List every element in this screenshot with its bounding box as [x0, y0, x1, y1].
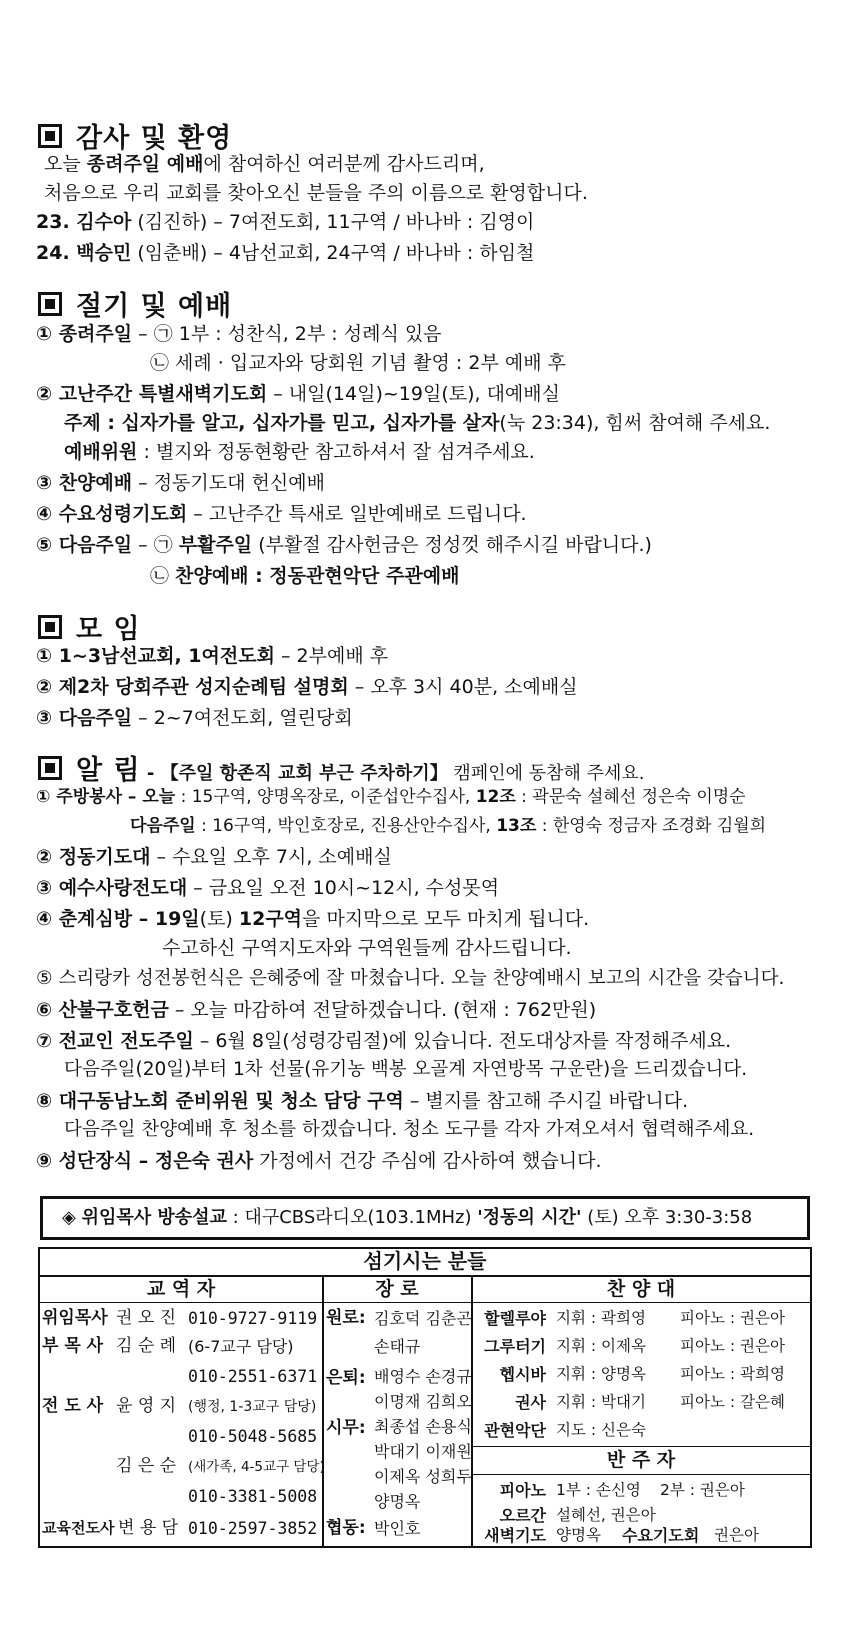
worship-item-1: ① 종려주일 – ㉠ 1부 : 성찬식, 2부 : 성례식 있음: [36, 323, 442, 345]
elders-retired-1: 배영수 손경규: [374, 1367, 472, 1386]
notice-item-2: ② 정동기도대 – 수요일 오후 7시, 소예배실: [36, 846, 392, 868]
thanks-line-2: 처음으로 우리 교회를 찾아오신 분들을 주의 이름으로 환영합니다.: [44, 182, 588, 204]
staff-role-education: 교육전도사: [42, 1519, 115, 1537]
notice-item-6: ⑥ 산불구호헌금 – 오늘 마감하여 전달하겠습니다. (현재 : 762만원): [36, 999, 597, 1021]
staff-role-senior: 위임목사: [42, 1308, 108, 1328]
notice-item-4: ④ 춘계심방 – 19일(토) 12구역을 마지막으로 모두 마치게 됩니다.: [36, 908, 590, 930]
header-choir: 찬 양 대: [606, 1278, 676, 1300]
worship-item-5-sub: ㉡ 찬양예배 : 정동관현악단 주관예배: [150, 565, 460, 587]
worship-item-2: ② 고난주간 특별새벽기도회 – 내일(14일)~19일(토), 대예배실: [36, 383, 560, 405]
elders-emeritus-label: 원로:: [326, 1308, 366, 1328]
staff-phone-evangelist-1: 010-5048-5685: [188, 1427, 318, 1446]
elders-active-label: 시무:: [326, 1418, 366, 1438]
choir-piano-3: 피아노 : 곽희영: [680, 1365, 785, 1383]
elders-active-2: 박대기 이재원: [374, 1442, 472, 1461]
choir-piano-4: 피아노 : 갈은혜: [680, 1393, 785, 1411]
notice-item-1-next: 다음주일 : 16구역, 박인호장로, 진용산안수집사, 13조 : 한영숙 정금자 조경화 김월희: [130, 816, 767, 836]
accomp-divider-top: [471, 1446, 812, 1447]
notice-item-5: ⑤ 스리랑카 성전봉헌식은 은혜중에 잘 마쳤습니다. 오늘 찬양예배시 보고의 시간을 갖습니다.: [36, 968, 785, 989]
notice-item-8-sub: 다음주일 찬양예배 후 청소를 하겠습니다. 청소 도구를 각자 가져오셔서 협력해주세요.: [64, 1119, 755, 1140]
elders-retired-2: 이명재 김희오: [374, 1392, 472, 1411]
accomp-organ-1: 설혜선, 권은아: [556, 1506, 656, 1524]
meeting-item-3: ③ 다음주일 – 2~7여전도회, 열린당회: [36, 707, 353, 729]
staff-phone-education: 010-2597-3852: [188, 1519, 318, 1538]
meeting-item-2: ② 제2차 당회주관 성지순례팀 설명회 – 오후 3시 40분, 소예배실: [36, 676, 578, 698]
choir-cond-5: 지도 : 신은숙: [556, 1421, 646, 1439]
header-accompanists: 반 주 자: [606, 1449, 676, 1471]
notice-item-4-sub: 수고하신 구역지도자와 구역원들께 감사드립니다.: [162, 937, 572, 959]
notice-item-9: ⑨ 성단장식 – 정은숙 권사 가정에서 건강 주심에 감사하여 했습니다.: [36, 1150, 602, 1172]
staff-name-evangelist-2: 김 은 순: [116, 1456, 177, 1476]
accomp-wednesday-label: 수요기도회: [622, 1526, 700, 1545]
section-heading-worship: 절기 및 예배: [38, 284, 232, 323]
header-elders: 장 로: [375, 1278, 419, 1300]
staff-phone-senior: 010-9727-9119: [188, 1309, 318, 1328]
staff-phone-evangelist-2: 010-3381-5008: [188, 1487, 318, 1506]
square-bullet-icon: [38, 615, 62, 639]
staff-name-associate: 김 순 례: [116, 1336, 177, 1356]
table-title: 섬기시는 분들: [363, 1249, 487, 1273]
column-divider-1: [322, 1275, 324, 1548]
choir-piano-1: 피아노 : 권은아: [680, 1309, 785, 1327]
thanks-line-1: 오늘 종려주일 예배에 참여하신 여러분께 감사드리며,: [44, 153, 485, 175]
staff-note-evangelist-2: (새가족, 4-5교구 담당): [188, 1459, 325, 1475]
staff-role-associate: 부 목 사: [42, 1336, 104, 1356]
choir-name-2: 그루터기: [484, 1337, 546, 1356]
worship-item-2-theme: 주제 : 십자가를 알고, 십자가를 믿고, 십자가를 살자(눅 23:34), 힘써 참여해 주세요.: [64, 412, 771, 434]
choir-cond-2: 지휘 : 이제옥: [556, 1337, 646, 1355]
choir-name-3: 헵시바: [499, 1365, 546, 1384]
worship-item-3: ③ 찬양예배 – 정동기도대 헌신예배: [36, 472, 325, 494]
choir-name-4: 권사: [515, 1393, 546, 1412]
choir-cond-1: 지휘 : 곽희영: [556, 1309, 646, 1327]
worship-item-2-committee: 예배위원 : 별지와 정동현황란 참고하셔서 잘 섬겨주세요.: [64, 441, 535, 463]
accomp-dawn-1: 양명옥: [556, 1526, 601, 1544]
staff-phone-associate: 010-2551-6371: [188, 1367, 318, 1386]
square-bullet-icon: [38, 756, 62, 780]
elders-cooperating-label: 협동:: [326, 1518, 366, 1538]
header-divider: [38, 1302, 812, 1303]
notice-item-3: ③ 예수사랑전도대 – 금요일 오전 10시~12시, 수성못역: [36, 877, 500, 899]
elders-active-1: 최종섭 손용식: [374, 1417, 472, 1436]
notice-item-8: ⑧ 대구동남노회 준비위원 및 청소 담당 구역 – 별지를 참고해 주시길 바랍니다.: [36, 1090, 689, 1112]
newcomer-23: 23. 김수아 (김진하) – 7여전도회, 11구역 / 바나바 : 김영이: [36, 211, 535, 233]
elders-cooperating-1: 박인호: [374, 1519, 421, 1538]
staff-name-senior: 권 오 진: [116, 1308, 177, 1328]
choir-cond-4: 지휘 : 박대기: [556, 1393, 646, 1411]
accomp-dawn-label: 새벽기도: [484, 1526, 546, 1545]
elders-retired-label: 은퇴:: [326, 1368, 366, 1388]
square-bullet-icon: [38, 292, 62, 316]
notice-item-1: ① 주방봉사 – 오늘 : 15구역, 양명옥장로, 이준섭안수집사, 12조 : 곽문숙 설혜선 정은숙 이명순: [36, 787, 746, 807]
meeting-item-1: ① 1~3남선교회, 1여전도회 – 2부예배 후: [36, 645, 389, 667]
staff-role-evangelist: 전 도 사: [42, 1396, 104, 1416]
accomp-piano-2: 2부 : 권은아: [660, 1481, 745, 1499]
choir-cond-3: 지휘 : 양명옥: [556, 1365, 646, 1383]
staff-note-associate: (6-7교구 담당): [188, 1337, 294, 1356]
elders-active-4: 양명옥: [374, 1492, 421, 1511]
accomp-piano-1: 1부 : 손신영: [556, 1481, 641, 1499]
square-bullet-icon: [38, 124, 62, 148]
section-heading-thanks: 감사 및 환영: [38, 116, 232, 155]
accomp-organ-label: 오르간: [499, 1506, 546, 1525]
broadcast-sermon: ◈ 위임목사 방송설교 : 대구CBS라디오(103.1MHz) '정동의 시간' (토) 오후 3:30-3:58: [62, 1207, 753, 1228]
section-heading-meetings: 모 임: [38, 607, 141, 646]
notice-item-7-sub: 다음주일(20일)부터 1차 선물(유기농 백봉 오골계 자연방목 구운란)을 드리겠습니다.: [64, 1059, 748, 1080]
header-staff: 교 역 자: [146, 1278, 216, 1300]
accomp-divider-bottom: [471, 1474, 812, 1475]
worship-item-4: ④ 수요성령기도회 – 고난주간 특새로 일반예배로 드립니다.: [36, 503, 527, 525]
diamond-icon: ◈: [62, 1207, 76, 1228]
staff-note-evangelist-1: (행정, 1-3교구 담당): [188, 1399, 317, 1415]
choir-name-1: 할렐루야: [484, 1309, 546, 1328]
elders-active-3: 이제옥 성희두: [374, 1467, 472, 1486]
accomp-wednesday-1: 권은아: [714, 1526, 759, 1544]
section-heading-notices: 알 림 - 【주일 항존직 교회 부근 주차하기】 캠페인에 동참해 주세요.: [38, 748, 644, 787]
notice-item-7: ⑦ 전교인 전도주일 – 6월 8일(성령강림절)에 있습니다. 전도대상자를 작정해주세요.: [36, 1030, 732, 1052]
worship-item-1-sub: ㉡ 세례 · 입교자와 당회원 기념 촬영 : 2부 예배 후: [150, 352, 566, 374]
newcomer-24: 24. 백승민 (임춘배) – 4남선교회, 24구역 / 바나바 : 하임철: [36, 242, 535, 264]
choir-name-5: 관현악단: [484, 1421, 546, 1440]
staff-name-evangelist-1: 윤 영 지: [116, 1396, 177, 1416]
worship-item-5: ⑤ 다음주일 – ㉠ 부활주일 (부활절 감사헌금은 정성껏 해주시길 바랍니다.): [36, 534, 652, 556]
staff-name-education: 변 용 담: [118, 1518, 179, 1538]
elders-emeritus-1: 김호덕 김춘곤: [374, 1309, 472, 1328]
choir-piano-2: 피아노 : 권은아: [680, 1337, 785, 1355]
elders-emeritus-2: 손태규: [374, 1337, 421, 1356]
accomp-piano-label: 피아노: [499, 1481, 546, 1500]
